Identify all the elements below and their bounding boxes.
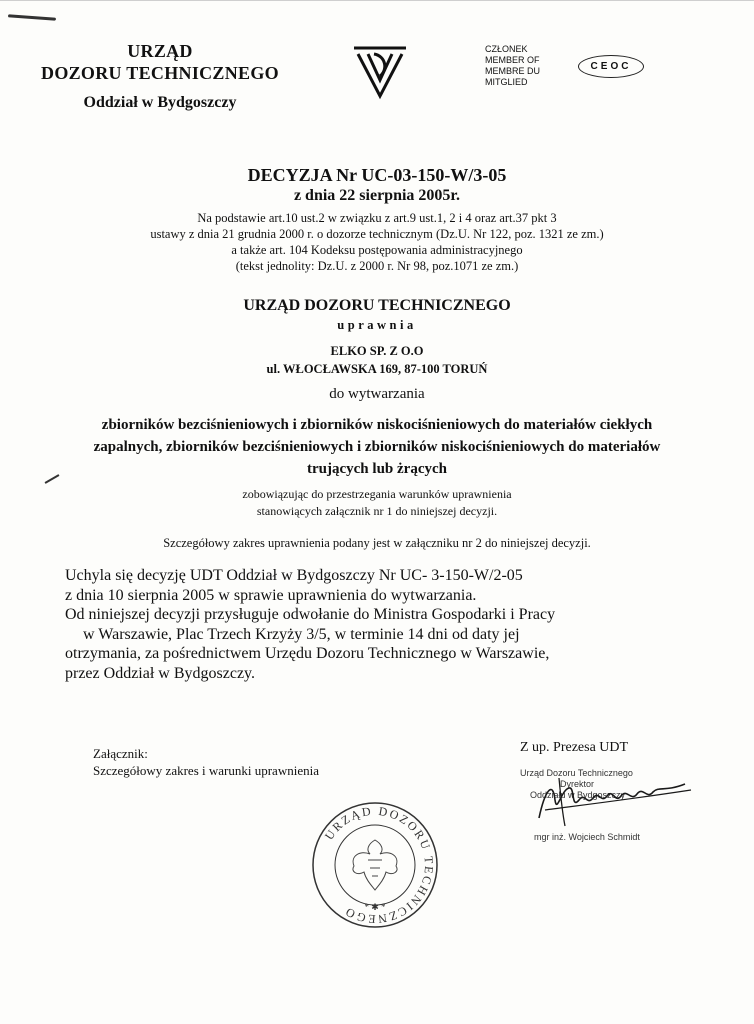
- detail-note: Szczegółowy zakres uprawnienia podany jest w załączniku nr 2 do niniejszej decyzji.: [163, 536, 591, 550]
- legal-line: ustawy z dnia 21 grudnia 2000 r. o dozorze technicznym (Dz.U. Nr 122, poz. 1321 ze zm.): [150, 227, 604, 241]
- stamp-line: Urząd Dozoru Technicznego: [520, 768, 633, 778]
- revocation-line: z dnia 10 sierpnia 2005 w sprawie uprawnienia do wytwarzania.: [65, 586, 477, 604]
- legal-line: Na podstawie art.10 ust.2 w związku z art.9 ust.1, 2 i 4 oraz art.37 pkt 3: [197, 211, 557, 225]
- seal-text: URZĄD DOZORU TECHNICZNEGO: [321, 803, 437, 927]
- decision-date: z dnia 22 sierpnia 2005r.: [293, 187, 461, 204]
- issuer-branch: Oddział w Bydgoszczy: [83, 94, 237, 111]
- attachment-text: Szczegółowy zakres i warunki uprawnienia: [93, 763, 319, 778]
- decision-title: DECYZJA Nr UC-03-150-W/3-05: [247, 165, 507, 185]
- obligation-line: stanowiących załącznik nr 1 do niniejszej decyzji.: [256, 504, 498, 518]
- attachment-label: Załącznik:: [93, 746, 148, 761]
- scan-mark: [8, 14, 56, 20]
- company-name: ELKO SP. Z O.O: [330, 344, 424, 358]
- issuer-line-1: URZĄD: [127, 41, 193, 61]
- stamp-line: Oddziału w Bydgoszczy: [530, 790, 626, 800]
- legal-basis: [0, 210, 754, 274]
- svg-text:* ✱ *: * ✱ *: [364, 902, 386, 912]
- scope-block: [0, 414, 754, 480]
- appeal-line: w Warszawie, Plac Trzech Krzyży 3/5, w terminie 14 dni od daty jej: [83, 625, 520, 643]
- authority-name: URZĄD DOZORU TECHNICZNEGO: [243, 297, 511, 314]
- authorizes-word: uprawnia: [337, 318, 417, 332]
- issuer-line-2: DOZORU TECHNICZNEGO: [41, 63, 279, 83]
- decision-body: [65, 566, 685, 683]
- member-line: MITGLIED: [485, 77, 528, 87]
- purpose-line: do wytwarzania: [329, 386, 425, 402]
- company-address: ul. WŁOCŁAWSKA 169, 87-100 TORUŃ: [266, 362, 488, 376]
- scan-top-line: [0, 0, 754, 1]
- scope-line: zbiorników bezciśnieniowych i zbiorników niskociśnieniowych do materiałów ciekłych: [101, 417, 653, 433]
- obligation-block: [0, 486, 754, 520]
- scope-line: zapalnych, zbiorników bezciśnieniowych i zbiorników niskociśnieniowych do materiałów: [93, 439, 661, 455]
- official-seal-icon: [310, 800, 440, 930]
- member-line: CZŁONEK: [485, 44, 528, 54]
- scope-line: trujących lub żrących: [307, 461, 447, 477]
- appeal-line: otrzymania, za pośrednictwem Urzędu Dozoru Technicznego w Warszawie,: [65, 645, 550, 662]
- legal-line: (tekst jednolity: Dz.U. z 2000 r. Nr 98, poz.1071 ze zm.): [235, 259, 519, 273]
- obligation-line: zobowiązując do przestrzegania warunków uprawnienia: [242, 487, 512, 501]
- appeal-line: Od niniejszej decyzji przysługuje odwołanie do Ministra Gospodarki i Pracy: [65, 606, 556, 623]
- membership-note: [485, 44, 540, 88]
- handwritten-signature: [535, 770, 695, 830]
- revocation-line: Uchyla się decyzję UDT Oddział w Bydgoszczy Nr UC- 3-150-W/2-05: [65, 567, 523, 584]
- attachment-note: [93, 745, 319, 779]
- signatory-name: mgr inż. Wojciech Schmidt: [534, 832, 640, 842]
- company-block: [0, 342, 754, 378]
- issuer-header: [30, 40, 290, 112]
- stamp-line: Dyrektor: [560, 779, 595, 789]
- signature-title: Z up. Prezesa UDT: [520, 740, 629, 755]
- udt-logo-icon: [352, 44, 408, 100]
- ceoc-badge: CEOC: [578, 55, 644, 78]
- legal-line: a także art. 104 Kodeksu postępowania administracyjnego: [231, 243, 523, 257]
- member-line: MEMBER OF: [485, 55, 540, 65]
- appeal-line: przez Oddział w Bydgoszczy.: [65, 664, 255, 682]
- member-line: MEMBRE DU: [485, 66, 541, 76]
